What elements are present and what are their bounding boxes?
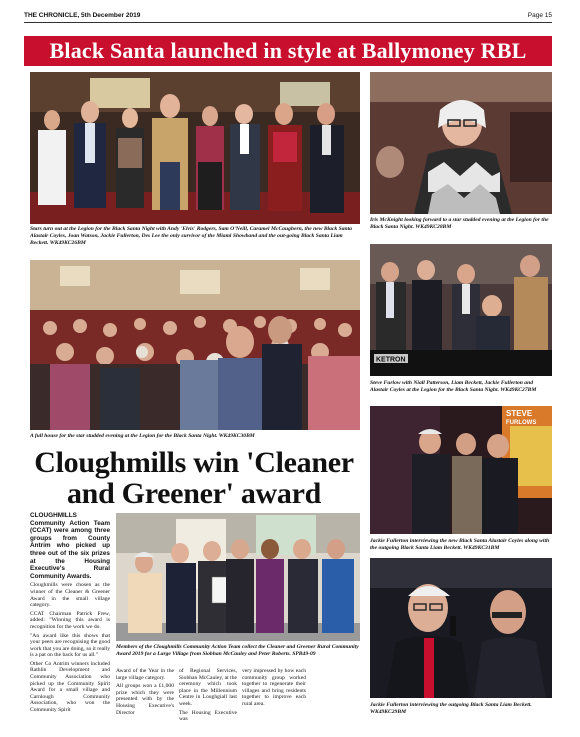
interview-photo: [370, 406, 552, 534]
five-men-photo: [370, 244, 552, 376]
banner: [24, 36, 552, 66]
masthead-rule: [24, 22, 552, 23]
closeup-photo: [370, 558, 552, 698]
article-column-2: [116, 668, 174, 718]
article-column-4: [242, 668, 306, 710]
caption-closeup-photo: Jackie Fullerton interviewing the outgoing Black Santa Liam Beckett. WK49KC29BM: [370, 702, 532, 715]
masthead-date: THE CHRONICLE, 5th December 2019: [24, 12, 141, 19]
banner-steve: STEVE: [506, 409, 533, 418]
col2-para-2: All groups won a £1,000 prize which they were presented with by the Housing Executive's Director: [116, 683, 174, 716]
banner-headline: Black Santa launched in style at Ballymoney RBL: [49, 38, 527, 63]
masthead: [24, 12, 552, 22]
ketron-sign: KETRON: [376, 356, 406, 364]
caption-interview-photo: Jackie Fullerton interviewing the new Black Santa Alastair Coyles along with the outgoing Black Santa Liam Beckett. WK49KC31BM: [370, 538, 550, 551]
col1-para-1: Cloughmills were chosen as the winner of the Cleaner & Greener Award in the small village category.: [30, 582, 110, 609]
award-photo: [116, 513, 360, 641]
iris-photo: [370, 72, 552, 214]
col1-para-4: Other Co Antrim winners included Rathlin Development and Community Association who picked up the Community Spirit Award for a small village and Carnlough Community Association, who won the Community Spirit: [30, 660, 110, 714]
col3-para-2: The Housing Executive was: [179, 709, 237, 723]
page-number: Page 15: [527, 12, 552, 19]
col4-para-1: very impressed by how each community group worked together to regenerate their villages and bring residents together to improve each rural area.: [242, 668, 306, 707]
article-column-1: [30, 512, 110, 716]
article-headline: Cloughmills win 'Cleaner and Greener' award: [34, 446, 354, 510]
article-lead: CLOUGHMILLS Community Action Team (CCAT) were among three groups from County Antrim who picked up three out of the six prizes at the Housing Executive's Rural Community Awards.: [30, 512, 110, 580]
caption-five-men-photo: Steve Furlow with Niall Patterson, Liam Beckett, Jackie Fullerton and Alastair Coyles at the Legion for the Black Santa Night. WK49KC27BM: [370, 380, 537, 393]
banner-furlows: FURLOWS: [506, 420, 537, 426]
col3-para-1: of Regional Services, Siobhan McCauley, at the ceremony which took place in the Millennium Centre in Loughgiall last week.: [179, 668, 237, 707]
group-photo: [30, 72, 360, 224]
caption-group-photo: Stars turn out at the Legion for the Black Santa Night with Andy 'Elvis' Rodgers, Sam O'Neill, Caramel McCaughern, the new Black Santa Alastair Coyles, Joan Watson, Jackie Fullerton, Des Lee the only survivor of the Miami Showband and the out-going Black Santa Liam Beckett. WK49KC26BM: [30, 226, 352, 246]
col1-para-2: CCAT Chairman Patrick Frew, added: "Winning this award is recognition for the work we do.: [30, 610, 110, 630]
caption-iris-photo: Iris McKnight looking forward to a star studded evening at the Legion for the Black Santa Night. WK49KC28BM: [370, 217, 549, 230]
col2-para-1: Award of the Year in the large village category.: [116, 668, 174, 681]
crowd-photo: [30, 260, 360, 430]
article-column-3: [179, 668, 237, 725]
caption-award-photo: Members of the Cloughmills Community Action Team collect the Cleaner and Greener Rural Community Award 2019 for a Large Village from Siobhan McCauley and Peter Roberts. SPB49-09: [116, 644, 359, 657]
caption-crowd-photo: A full house for the star studded evening at the Legion for the Black Santa Night. WK49KC30BM: [30, 433, 255, 439]
col1-para-3: "An award like this shows that your peers are recognising the good work that you are doing, so it really is a pat on the back for us all.": [30, 632, 110, 659]
